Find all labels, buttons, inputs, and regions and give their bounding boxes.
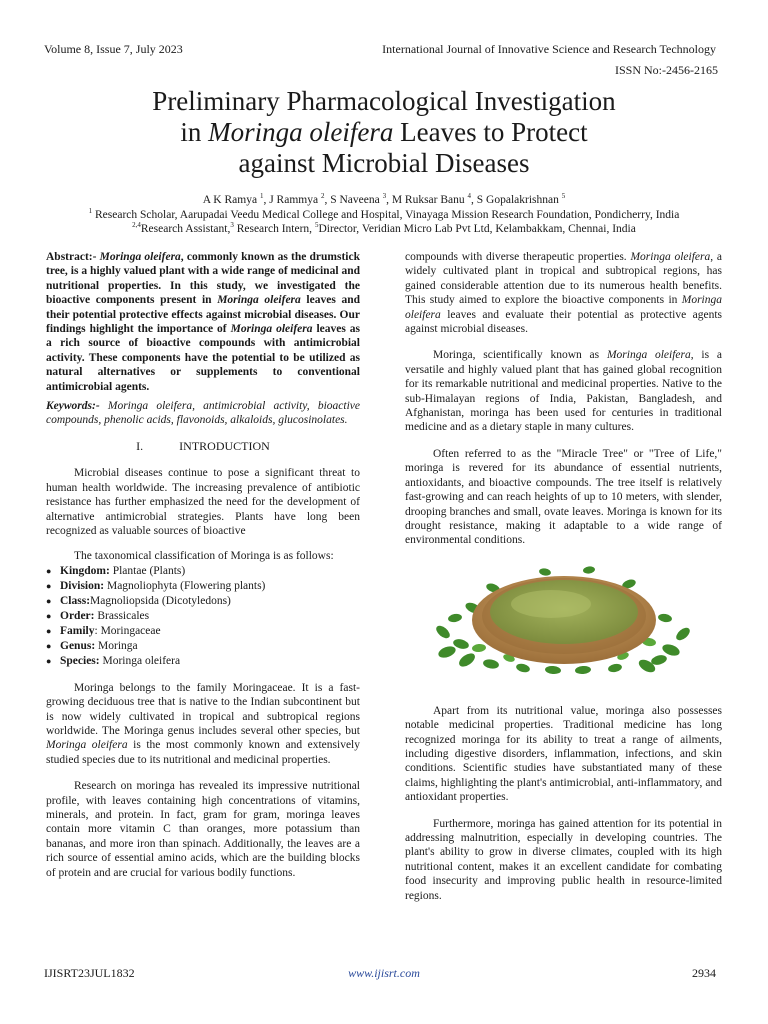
family-text: Moringa belongs to the family Moringaceae. It is a fast-growing deciduous tree that is native to the Indian subcontinent but is now widely cultivated in tropical and subtropical regions worldwide. The Moringa genus includes several other species, but bbox=[46, 681, 360, 737]
compounds-italic: Moringa oleifera bbox=[630, 251, 711, 263]
scientific-italic: Moringa oleifera bbox=[606, 349, 691, 362]
taxonomy-label: Species: bbox=[60, 654, 100, 667]
taxonomy-label: Family bbox=[60, 624, 95, 637]
author-sup: 1 bbox=[259, 192, 264, 201]
affiliation-text: Research Assistant, bbox=[140, 223, 231, 235]
miracle-tree-paragraph: Often referred to as the "Miracle Tree" or "Tree of Life," moringa is revered for its abundance of essential nutrients, antioxidants, and bioactive compounds. The tree itself is relatively fast-growing and can reach heights of up to 10 meters, with slender, drooping branches and small, ovate leaves. Moringa is known for its drought resistance, making it adaptable to a wide range of environmental conditions. bbox=[405, 447, 722, 547]
author-sup: 4 bbox=[467, 192, 472, 201]
taxonomy-value: Moringa oleifera bbox=[99, 654, 181, 667]
abstract bbox=[46, 250, 360, 394]
title-line-2-pre: in bbox=[180, 117, 209, 147]
compounds-paragraph bbox=[405, 250, 722, 336]
abstract-italic: Moringa oleifera bbox=[99, 251, 181, 263]
intro-paragraph: Microbial diseases continue to pose a significant threat to human health worldwide. The increasing prevalence of antibiotic resistance has further emphasized the need for the development of alternative antimicrobial strategies. Plants have long been recognized as valuable sources of bioactive bbox=[46, 467, 360, 537]
taxonomy-intro: The taxonomical classification of Moringa is as follows: bbox=[74, 550, 334, 563]
scientific-name-paragraph bbox=[405, 348, 722, 434]
abstract-text: leaves as a rich source of bioactive compounds with antimicrobial activity. These components have the potential to be utilized as natural alternatives or supplements to conventional antimicrobial agents. bbox=[46, 323, 360, 393]
author-name: , J Rammya bbox=[263, 194, 321, 206]
taxonomy-item bbox=[46, 639, 360, 654]
compounds-text: compounds with diverse therapeutic properties. bbox=[405, 251, 631, 263]
taxonomy-item bbox=[46, 579, 360, 594]
abstract-text: , commonly known as the drumstick tree, is a highly valued plant with a wide range of medicinal and nutritional properties. In this study, we investigated the bioactive components present in bbox=[46, 251, 360, 307]
author-list bbox=[0, 194, 768, 206]
compounds-text: leaves and evaluate their potential as protective agents against microbial diseases. bbox=[405, 308, 722, 336]
abstract-label: Abstract:- bbox=[46, 251, 100, 263]
malnutrition-paragraph: Furthermore, moringa has gained attention for its potential in addressing malnutrition, especially in developing countries. The plant's ability to grow in diverse climates, coupled with its high nutritional content, makes it an excellent candidate for combating food insecurity and improving public health in resource-limited regions. bbox=[405, 817, 722, 902]
title-line-2-italic: Moringa oleifera bbox=[208, 117, 394, 147]
title-line-3: against Microbial Diseases bbox=[238, 148, 530, 178]
keywords-text: Moringa oleifera, antimicrobial activity, bioactive compounds, phenolic acids, flavonoids, alkaloids, glucosinolates. bbox=[46, 400, 360, 427]
author-name: , S Naveena bbox=[324, 194, 383, 206]
affiliation-text: Director, Veridian Micro Lab Pvt Ltd, Kelambakkam, Chennai, India bbox=[318, 223, 636, 235]
family-italic: Moringa oleifera bbox=[46, 739, 128, 752]
moringa-powder-image bbox=[433, 560, 695, 676]
abstract-text: leaves and their potential protective effects against microbial diseases. Our findings highlight the importance of bbox=[46, 294, 360, 336]
section-number: I. bbox=[136, 438, 144, 453]
taxonomy-item bbox=[46, 654, 360, 669]
title-line-2-post: Leaves to Protect bbox=[393, 117, 588, 147]
author-sup: 2 bbox=[320, 192, 325, 201]
author-name: A K Ramya bbox=[202, 194, 260, 206]
taxonomy-value: Plantae (Plants) bbox=[109, 564, 186, 577]
taxonomy-item bbox=[46, 594, 360, 609]
author-name: , S Gopalakrishnan bbox=[471, 194, 562, 206]
medicinal-paragraph: Apart from its nutritional value, moringa also possesses notable medicinal properties. Traditional medicine has long recognized moringa for its ability to treat a range of ailments, including digestive disorders, inflammation, infections, and skin conditions. Scientific studies have substantiated many of these claims, highlighting the plant's antimicrobial, anti-inflammatory, and antioxidant properties. bbox=[405, 704, 722, 804]
affiliation-sup: 2,4 bbox=[132, 221, 141, 230]
keywords-label: Keywords:- bbox=[46, 400, 108, 413]
right-column bbox=[405, 250, 722, 903]
issn-number: ISSN No:-2456-2165 bbox=[614, 63, 718, 77]
family-paragraph bbox=[46, 681, 360, 767]
taxonomy-value: : Moringaceae bbox=[94, 624, 161, 637]
journal-name: International Journal of Innovative Science and Research Technology bbox=[382, 42, 716, 56]
taxonomy-value: Brassicales bbox=[94, 609, 150, 622]
affiliation-sup: 1 bbox=[88, 207, 93, 216]
section-heading bbox=[46, 439, 360, 453]
taxonomy-list bbox=[46, 564, 360, 669]
issue-info: Volume 8, Issue 7, July 2023 bbox=[44, 42, 183, 56]
taxonomy-label: Kingdom: bbox=[60, 564, 110, 577]
family-text: is the most commonly known and extensively studied species due to its nutritional and medicinal properties. bbox=[46, 739, 360, 766]
paper-id: IJISRT23JUL1832 bbox=[44, 966, 135, 980]
title-line-1: Preliminary Pharmacological Investigation bbox=[152, 86, 616, 116]
taxonomy-label: Class: bbox=[60, 594, 91, 607]
author-sup: 3 bbox=[382, 192, 387, 201]
scientific-text: Moringa, scientifically known as bbox=[433, 349, 607, 362]
taxonomy-item bbox=[46, 609, 360, 624]
affiliation-sup: 5 bbox=[314, 221, 319, 230]
research-paragraph: Research on moringa has revealed its impressive nutritional profile, with leaves containing high concentrations of vitamins, minerals, and protein. In fact, gram for gram, moringa leaves contain more vitamin C than oranges, more potassium than bananas, and more iron than spinach. Additionally, the leaves are a rich source of essential amino acids, which are the building blocks of protein and are crucial for various bodily functions. bbox=[46, 780, 360, 879]
taxonomy-value: Magnoliopsida (Dicotyledons) bbox=[90, 594, 231, 607]
author-sup: 5 bbox=[561, 192, 566, 201]
taxonomy-item bbox=[46, 624, 360, 639]
taxonomy-value: Magnoliophyta (Flowering plants) bbox=[104, 579, 266, 592]
abstract-italic: Moringa oleifera bbox=[217, 294, 301, 307]
taxonomy-item bbox=[46, 564, 360, 579]
compounds-italic: Moringa oleifera bbox=[405, 294, 722, 321]
abstract-italic: Moringa oleifera bbox=[230, 323, 313, 336]
taxonomy-label: Genus: bbox=[60, 639, 96, 652]
affiliation-sup: 3 bbox=[230, 221, 234, 230]
paper-title bbox=[60, 86, 708, 179]
author-name: , M Ruksar Banu bbox=[386, 194, 468, 206]
taxonomy-value: Moringa bbox=[95, 639, 138, 652]
affiliation-2 bbox=[0, 223, 768, 235]
left-column bbox=[46, 250, 360, 880]
taxonomy-label: Division: bbox=[60, 579, 105, 592]
affiliation-text: Research Scholar, Aarupadai Veedu Medical College and Hospital, Vinayaga Mission Research Foundation, Pondicherry, India bbox=[92, 209, 680, 221]
affiliation-text: Research Intern, bbox=[233, 223, 315, 235]
keywords bbox=[46, 399, 360, 428]
page-number: 2934 bbox=[692, 966, 716, 980]
figure-container bbox=[405, 560, 722, 688]
compounds-text: , a widely cultivated plant in tropical and subtropical regions, has gained considerable attention due to its numerous health benefits. This study aimed to explore the bioactive components in bbox=[405, 251, 722, 307]
section-title: INTRODUCTION bbox=[179, 438, 270, 453]
journal-link[interactable]: www.ijisrt.com bbox=[348, 966, 420, 980]
scientific-text: , is a versatile and highly valued plant that has gained global recognition for its remarkable nutritional and medicinal properties. Native to the sub-Himalayan regions of India, Pakistan, Bangladesh, and Afghanistan, moringa has been used for centuries in traditional medicine and as a dietary staple in many cultures. bbox=[405, 349, 722, 434]
affiliation-1 bbox=[0, 209, 768, 221]
taxonomy-label: Order: bbox=[60, 609, 95, 622]
